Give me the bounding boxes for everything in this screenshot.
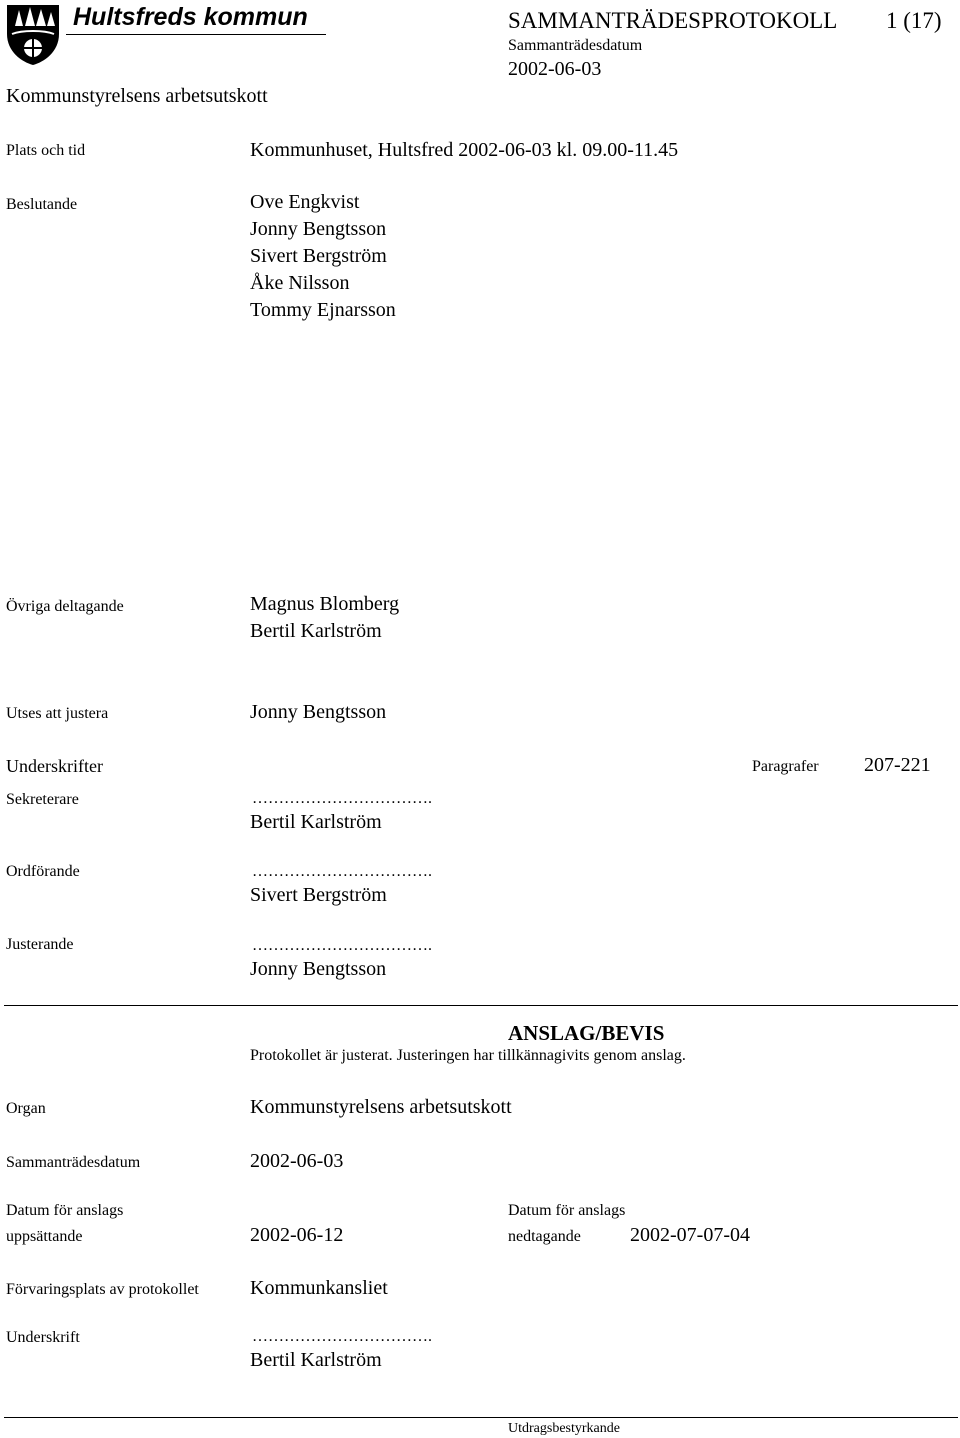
underskrift-name: Bertil Karlström	[250, 1349, 382, 1371]
underskrift-label: Underskrift	[6, 1329, 80, 1346]
paragrafer-value: 207-221	[864, 754, 931, 776]
justera-label: Utses att justera	[6, 705, 109, 722]
sammantrade-value: 2002-06-03	[250, 1150, 344, 1172]
municipality-logo	[6, 4, 60, 66]
ovriga-name: Bertil Karlström	[250, 620, 382, 642]
signature-role: Ordförande	[6, 863, 80, 880]
forvaring-value: Kommunkansliet	[250, 1277, 388, 1299]
footer-label: Utdragsbestyrkande	[508, 1421, 620, 1436]
nedtag-value: 2002-07-07-04	[630, 1224, 750, 1246]
uppsatt-label-line1: Datum för anslags	[6, 1202, 124, 1219]
signature-dots: …………………………….	[252, 937, 432, 954]
signature-dots: …………………………….	[252, 790, 432, 807]
underskrifter-label: Underskrifter	[6, 756, 103, 776]
ovriga-name: Magnus Blomberg	[250, 593, 400, 615]
anslag-title: ANSLAG/BEVIS	[508, 1021, 665, 1045]
nedtag-label-line1: Datum för anslags	[508, 1202, 626, 1219]
signature-name: Bertil Karlström	[250, 811, 382, 833]
body-name: Kommunstyrelsens arbetsutskott	[6, 85, 268, 107]
signature-name: Jonny Bengtsson	[250, 958, 387, 980]
beslutande-list	[250, 189, 396, 324]
anslag-subtitle: Protokollet är justerat. Justeringen har tillkännagivits genom anslag.	[250, 1047, 686, 1064]
beslutande-name: Sivert Bergström	[250, 245, 387, 267]
organ-value: Kommunstyrelsens arbetsutskott	[250, 1096, 512, 1118]
plats-value: Kommunhuset, Hultsfred 2002-06-03 kl. 09.00-11.45	[250, 139, 679, 161]
underskrift-dots: …………………………….	[252, 1328, 432, 1345]
beslutande-name: Åke Nilsson	[250, 272, 350, 294]
paragrafer-label: Paragrafer	[752, 758, 819, 775]
beslutande-label: Beslutande	[6, 196, 78, 213]
page-number: 1 (17)	[886, 8, 942, 33]
footer-divider	[4, 1417, 958, 1418]
beslutande-name: Jonny Bengtsson	[250, 218, 387, 240]
org-name: Hultsfreds kommun	[73, 3, 308, 31]
forvaring-label: Förvaringsplats av protokollet	[6, 1281, 199, 1298]
meeting-date: 2002-06-03	[508, 58, 602, 80]
section-divider	[4, 1005, 958, 1006]
ovriga-list	[250, 591, 399, 645]
justera-value: Jonny Bengtsson	[250, 701, 387, 723]
signature-role: Sekreterare	[6, 791, 79, 808]
shield-logo-icon	[6, 4, 60, 66]
uppsatt-label-line2: uppsättande	[6, 1228, 83, 1245]
plats-label: Plats och tid	[6, 142, 86, 159]
beslutande-name: Ove Engkvist	[250, 191, 360, 213]
signature-name: Sivert Bergström	[250, 884, 387, 906]
sammantrade-label: Sammanträdesdatum	[6, 1154, 141, 1171]
organ-label: Organ	[6, 1100, 46, 1117]
ovriga-label: Övriga deltagande	[6, 598, 124, 615]
beslutande-name: Tommy Ejnarsson	[250, 299, 396, 321]
uppsatt-value: 2002-06-12	[250, 1224, 344, 1246]
date-label: Sammanträdesdatum	[508, 37, 643, 54]
doc-title: SAMMANTRÄDESPROTOKOLL	[508, 8, 838, 33]
nedtag-label-line2: nedtagande	[508, 1228, 581, 1245]
signature-role: Justerande	[6, 936, 74, 953]
signature-dots: …………………………….	[252, 863, 432, 880]
